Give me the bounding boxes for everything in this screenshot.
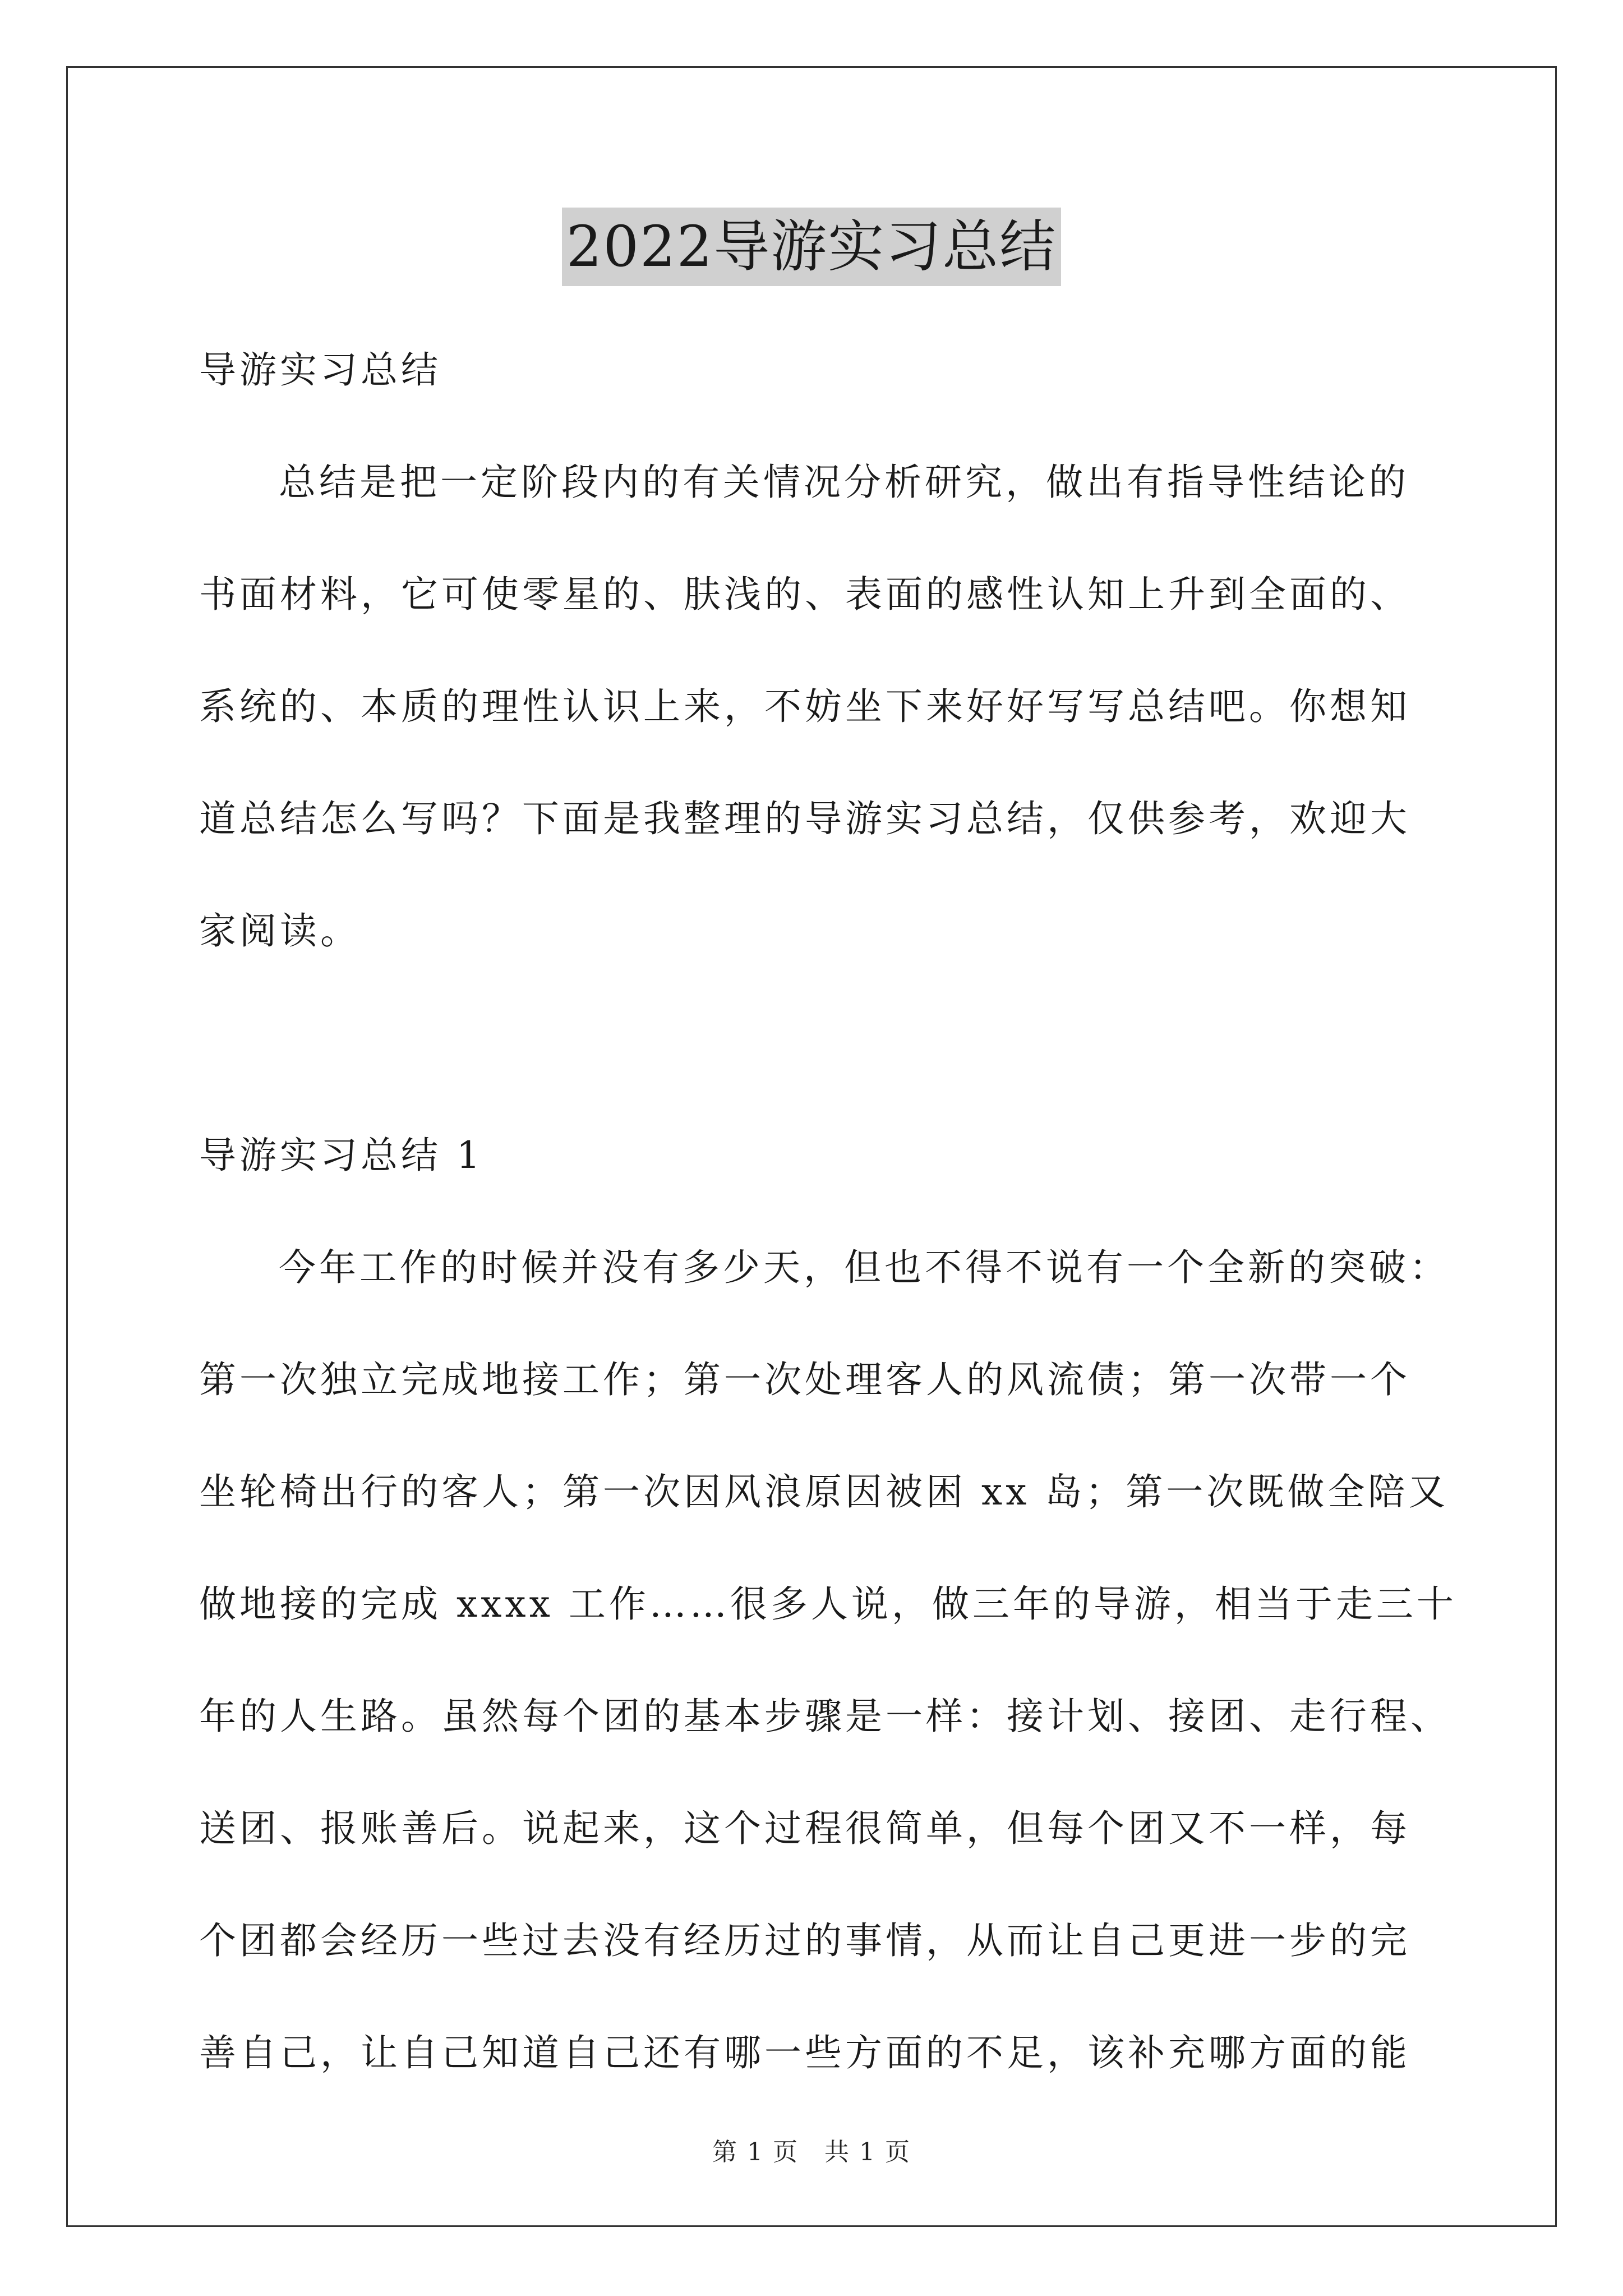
text-line: 年的人生路。虽然每个团的基本步骤是一样：接计划、接团、走行程、 <box>199 1695 1451 1738</box>
text-line: 个团都会经历一些过去没有经历过的事情，从而让自己更进一步的完 <box>199 1919 1410 1962</box>
text-line: 家阅读。 <box>199 909 361 953</box>
text-line: 送团、报账善后。说起来，这个过程很简单，但每个团又不一样，每 <box>199 1807 1410 1850</box>
page-footer: 第 1 页 共 1 页 <box>712 2138 911 2166</box>
text-line: 总结是把一定阶段内的有关情况分析研究，做出有指导性结论的 <box>279 461 1409 504</box>
title-container <box>0 208 1623 286</box>
document-title: 2022导游实习总结 <box>562 208 1062 286</box>
text-line: 第一次独立完成地接工作；第一次处理客人的风流债；第一次带一个 <box>199 1358 1410 1401</box>
text-line: 善自己，让自己知道自己还有哪一些方面的不足，该补充哪方面的能 <box>199 2031 1410 2074</box>
text-line: 做地接的完成 xxxx 工作……很多人说，做三年的导游，相当于走三十 <box>199 1582 1457 1626</box>
document-body <box>199 314 1461 2109</box>
text-line: 系统的、本质的理性认识上来，不妨坐下来好好写写总结吧。你想知 <box>199 685 1410 728</box>
text-line: 坐轮椅出行的客人；第一次因风浪原因被困 xx 岛；第一次既做全陪又 <box>199 1470 1449 1513</box>
text-line: 道总结怎么写吗？下面是我整理的导游实习总结，仅供参考，欢迎大 <box>199 797 1410 840</box>
text-line: 今年工作的时候并没有多少天，但也不得不说有一个全新的突破： <box>279 1246 1450 1289</box>
text-line: 导游实习总结 <box>199 348 441 392</box>
text-line: 导游实习总结 1 <box>199 1134 483 1177</box>
blank-line <box>199 987 1461 1099</box>
text-line: 书面材料，它可使零星的、肤浅的、表面的感性认知上升到全面的、 <box>199 573 1410 616</box>
